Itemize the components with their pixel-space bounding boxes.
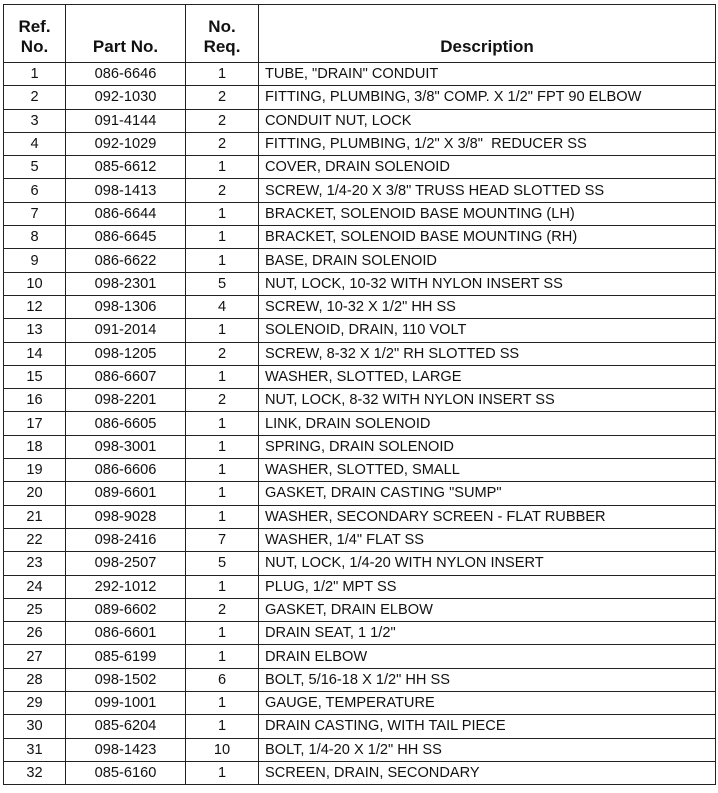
cell-qty: 1 (186, 435, 259, 458)
cell-ref-no: 22 (4, 528, 66, 551)
cell-ref-no: 30 (4, 715, 66, 738)
cell-part-no: 091-2014 (66, 319, 186, 342)
cell-qty: 2 (186, 179, 259, 202)
cell-description: SCREEN, DRAIN, SECONDARY (259, 761, 716, 784)
cell-ref-no: 14 (4, 342, 66, 365)
cell-description: NUT, LOCK, 1/4-20 WITH NYLON INSERT (259, 552, 716, 575)
cell-ref-no: 23 (4, 552, 66, 575)
cell-description: DRAIN SEAT, 1 1/2" (259, 622, 716, 645)
cell-ref-no: 21 (4, 505, 66, 528)
table-row (4, 622, 716, 645)
cell-description: TUBE, "DRAIN" CONDUIT (259, 63, 716, 86)
cell-qty: 1 (186, 412, 259, 435)
table-row (4, 761, 716, 784)
cell-description: FITTING, PLUMBING, 3/8" COMP. X 1/2" FPT 90 ELBOW (259, 86, 716, 109)
table-row (4, 459, 716, 482)
cell-description: DRAIN CASTING, WITH TAIL PIECE (259, 715, 716, 738)
cell-qty: 1 (186, 482, 259, 505)
cell-ref-no: 13 (4, 319, 66, 342)
cell-part-no: 098-2201 (66, 389, 186, 412)
cell-description: WASHER, SLOTTED, LARGE (259, 365, 716, 388)
cell-qty: 10 (186, 738, 259, 761)
cell-qty: 2 (186, 342, 259, 365)
cell-description: CONDUIT NUT, LOCK (259, 109, 716, 132)
cell-part-no: 086-6607 (66, 365, 186, 388)
cell-ref-no: 20 (4, 482, 66, 505)
cell-qty: 1 (186, 645, 259, 668)
cell-part-no: 086-6645 (66, 226, 186, 249)
cell-part-no: 098-1413 (66, 179, 186, 202)
cell-ref-no: 8 (4, 226, 66, 249)
cell-ref-no: 25 (4, 598, 66, 621)
table-row (4, 249, 716, 272)
header-no-req: No. Req. (186, 5, 259, 63)
cell-qty: 1 (186, 63, 259, 86)
cell-part-no: 089-6601 (66, 482, 186, 505)
cell-description: SCREW, 1/4-20 X 3/8" TRUSS HEAD SLOTTED SS (259, 179, 716, 202)
table-row (4, 272, 716, 295)
parts-table (3, 4, 716, 785)
cell-description: PLUG, 1/2" MPT SS (259, 575, 716, 598)
cell-ref-no: 28 (4, 668, 66, 691)
cell-qty: 1 (186, 622, 259, 645)
cell-ref-no: 4 (4, 132, 66, 155)
cell-qty: 2 (186, 86, 259, 109)
cell-description: NUT, LOCK, 8-32 WITH NYLON INSERT SS (259, 389, 716, 412)
cell-part-no: 086-6601 (66, 622, 186, 645)
cell-part-no: 098-2507 (66, 552, 186, 575)
cell-ref-no: 15 (4, 365, 66, 388)
cell-description: SCREW, 8-32 X 1/2" RH SLOTTED SS (259, 342, 716, 365)
table-row (4, 668, 716, 691)
cell-qty: 1 (186, 459, 259, 482)
cell-qty: 7 (186, 528, 259, 551)
cell-ref-no: 3 (4, 109, 66, 132)
cell-ref-no: 2 (4, 86, 66, 109)
cell-part-no: 086-6646 (66, 63, 186, 86)
cell-part-no: 098-2416 (66, 528, 186, 551)
cell-part-no: 092-1030 (66, 86, 186, 109)
table-row (4, 528, 716, 551)
cell-description: WASHER, 1/4" FLAT SS (259, 528, 716, 551)
header-ref-no: Ref. No. (4, 5, 66, 63)
table-row (4, 342, 716, 365)
cell-ref-no: 10 (4, 272, 66, 295)
cell-ref-no: 9 (4, 249, 66, 272)
cell-description: WASHER, SLOTTED, SMALL (259, 459, 716, 482)
cell-description: BRACKET, SOLENOID BASE MOUNTING (RH) (259, 226, 716, 249)
cell-part-no: 085-6199 (66, 645, 186, 668)
cell-ref-no: 6 (4, 179, 66, 202)
table-row (4, 63, 716, 86)
header-description: Description (259, 5, 716, 63)
cell-part-no: 099-1001 (66, 692, 186, 715)
cell-qty: 1 (186, 692, 259, 715)
cell-qty: 1 (186, 249, 259, 272)
table-row (4, 575, 716, 598)
cell-part-no: 098-2301 (66, 272, 186, 295)
cell-part-no: 098-3001 (66, 435, 186, 458)
cell-qty: 1 (186, 319, 259, 342)
table-row (4, 389, 716, 412)
cell-ref-no: 27 (4, 645, 66, 668)
cell-description: GASKET, DRAIN ELBOW (259, 598, 716, 621)
cell-qty: 1 (186, 156, 259, 179)
cell-description: GAUGE, TEMPERATURE (259, 692, 716, 715)
cell-part-no: 086-6606 (66, 459, 186, 482)
cell-qty: 2 (186, 132, 259, 155)
cell-qty: 2 (186, 598, 259, 621)
table-row (4, 645, 716, 668)
cell-description: BOLT, 5/16-18 X 1/2" HH SS (259, 668, 716, 691)
cell-part-no: 098-1306 (66, 295, 186, 318)
table-row (4, 692, 716, 715)
table-row (4, 319, 716, 342)
header-part-no: Part No. (66, 5, 186, 63)
cell-qty: 1 (186, 505, 259, 528)
cell-description: FITTING, PLUMBING, 1/2" X 3/8" REDUCER SS (259, 132, 716, 155)
cell-description: SOLENOID, DRAIN, 110 VOLT (259, 319, 716, 342)
table-row (4, 435, 716, 458)
table-row (4, 202, 716, 225)
cell-part-no: 098-1205 (66, 342, 186, 365)
cell-description: DRAIN ELBOW (259, 645, 716, 668)
cell-ref-no: 24 (4, 575, 66, 598)
cell-qty: 4 (186, 295, 259, 318)
cell-qty: 1 (186, 365, 259, 388)
cell-description: LINK, DRAIN SOLENOID (259, 412, 716, 435)
cell-description: BOLT, 1/4-20 X 1/2" HH SS (259, 738, 716, 761)
cell-ref-no: 31 (4, 738, 66, 761)
cell-qty: 1 (186, 226, 259, 249)
cell-qty: 1 (186, 575, 259, 598)
table-row (4, 482, 716, 505)
cell-ref-no: 18 (4, 435, 66, 458)
table-row (4, 552, 716, 575)
cell-ref-no: 16 (4, 389, 66, 412)
table-row (4, 715, 716, 738)
cell-description: BASE, DRAIN SOLENOID (259, 249, 716, 272)
cell-ref-no: 17 (4, 412, 66, 435)
cell-description: SPRING, DRAIN SOLENOID (259, 435, 716, 458)
cell-ref-no: 29 (4, 692, 66, 715)
cell-description: BRACKET, SOLENOID BASE MOUNTING (LH) (259, 202, 716, 225)
cell-part-no: 085-6204 (66, 715, 186, 738)
cell-ref-no: 1 (4, 63, 66, 86)
cell-part-no: 092-1029 (66, 132, 186, 155)
cell-part-no: 098-1502 (66, 668, 186, 691)
cell-qty: 5 (186, 552, 259, 575)
cell-part-no: 085-6612 (66, 156, 186, 179)
cell-part-no: 085-6160 (66, 761, 186, 784)
cell-part-no: 086-6644 (66, 202, 186, 225)
cell-part-no: 292-1012 (66, 575, 186, 598)
cell-ref-no: 26 (4, 622, 66, 645)
table-row (4, 226, 716, 249)
table-row (4, 86, 716, 109)
cell-part-no: 086-6622 (66, 249, 186, 272)
table-row (4, 365, 716, 388)
cell-qty: 1 (186, 715, 259, 738)
cell-part-no: 098-1423 (66, 738, 186, 761)
header-row (4, 5, 716, 63)
cell-description: COVER, DRAIN SOLENOID (259, 156, 716, 179)
cell-ref-no: 12 (4, 295, 66, 318)
cell-ref-no: 5 (4, 156, 66, 179)
table-row (4, 412, 716, 435)
cell-qty: 1 (186, 202, 259, 225)
cell-description: WASHER, SECONDARY SCREEN - FLAT RUBBER (259, 505, 716, 528)
cell-description: SCREW, 10-32 X 1/2" HH SS (259, 295, 716, 318)
cell-qty: 5 (186, 272, 259, 295)
table-row (4, 598, 716, 621)
table-row (4, 505, 716, 528)
cell-qty: 1 (186, 761, 259, 784)
cell-part-no: 091-4144 (66, 109, 186, 132)
table-row (4, 109, 716, 132)
table-row (4, 738, 716, 761)
table-row (4, 179, 716, 202)
cell-qty: 6 (186, 668, 259, 691)
cell-part-no: 089-6602 (66, 598, 186, 621)
cell-description: GASKET, DRAIN CASTING "SUMP" (259, 482, 716, 505)
cell-part-no: 098-9028 (66, 505, 186, 528)
table-row (4, 132, 716, 155)
cell-qty: 2 (186, 389, 259, 412)
table-row (4, 295, 716, 318)
cell-ref-no: 7 (4, 202, 66, 225)
cell-description: NUT, LOCK, 10-32 WITH NYLON INSERT SS (259, 272, 716, 295)
cell-ref-no: 19 (4, 459, 66, 482)
table-row (4, 156, 716, 179)
cell-part-no: 086-6605 (66, 412, 186, 435)
cell-ref-no: 32 (4, 761, 66, 784)
cell-qty: 2 (186, 109, 259, 132)
